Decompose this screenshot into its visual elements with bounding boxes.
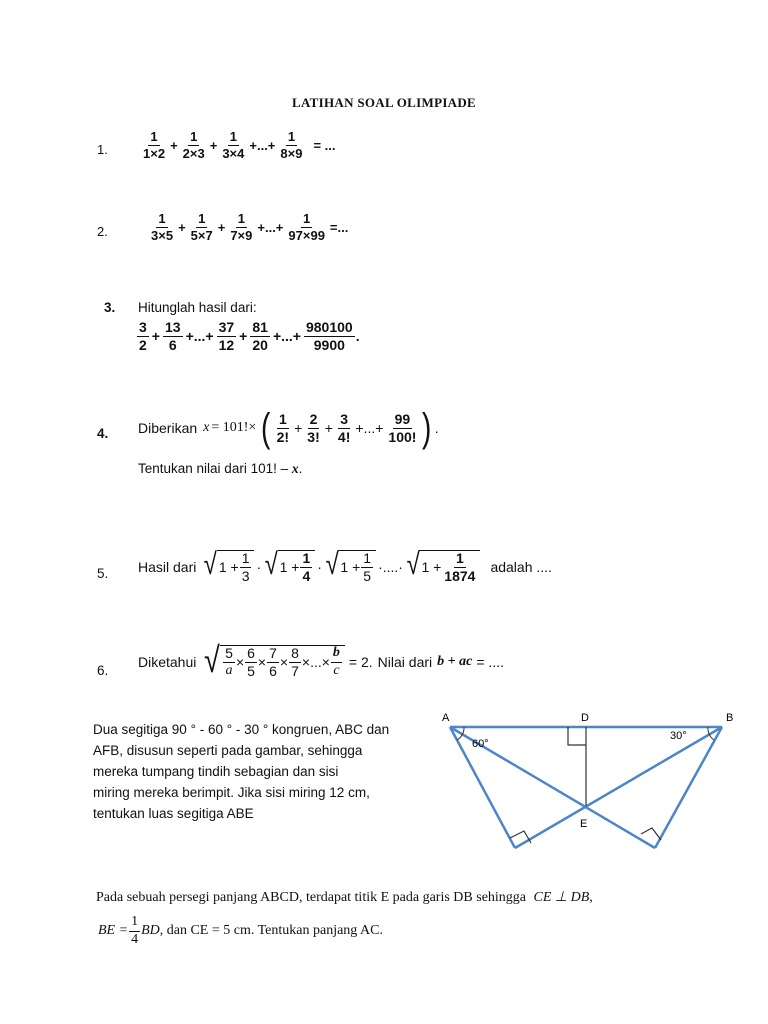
be-equals: BE = xyxy=(98,923,129,939)
numerator: b xyxy=(331,646,342,663)
q4-fraction-1 xyxy=(275,412,291,444)
label-a: A xyxy=(442,712,450,724)
ellipsis: +...+ xyxy=(249,137,276,153)
denominator: 1874 xyxy=(444,567,476,584)
numerator: 1 xyxy=(455,550,464,566)
denominator: 2 xyxy=(139,336,147,353)
denominator: 4! xyxy=(337,428,351,445)
denominator: 8×9 xyxy=(280,145,303,161)
q6-expression xyxy=(138,639,504,680)
denominator: 5×7 xyxy=(190,227,213,243)
denominator: 100! xyxy=(388,428,417,445)
denominator: 5 xyxy=(363,567,372,584)
denominator: 3×4 xyxy=(222,145,245,161)
ellipsis: +...+ xyxy=(257,219,284,235)
q1-fraction-1 xyxy=(141,130,167,160)
angle-label-b: 30° xyxy=(670,730,687,742)
numerator: 1 xyxy=(158,211,166,226)
ellipsis: ·....· xyxy=(378,558,403,575)
q1-number: 1. xyxy=(97,142,108,157)
q6-fraction-4 xyxy=(289,646,301,678)
period: . xyxy=(355,328,360,345)
numerator: 1 xyxy=(150,129,158,144)
equals-dots: =... xyxy=(329,219,349,235)
q8-line-1 xyxy=(96,889,593,906)
numerator: 1 xyxy=(241,550,250,566)
denominator: 7 xyxy=(291,662,299,679)
line-bc xyxy=(515,727,722,848)
denominator: 20 xyxy=(252,336,268,353)
q4-number: 4. xyxy=(97,426,109,441)
numerator: 3 xyxy=(139,319,147,335)
q8-fraction xyxy=(129,915,140,947)
denominator: 5 xyxy=(247,662,255,679)
denominator: 4 xyxy=(131,931,139,947)
q7-line: mereka tumpang tindih sebagian dan sisi xyxy=(93,764,339,779)
one-plus: 1 + xyxy=(218,559,239,576)
denominator: 6 xyxy=(168,336,177,353)
numerator: 1 xyxy=(278,410,287,427)
expression-b-plus-ac: b + ac xyxy=(437,653,473,669)
denominator: 12 xyxy=(218,336,235,353)
one-plus: 1 + xyxy=(279,559,300,576)
q1-fraction-4 xyxy=(278,130,304,160)
denominator: 1×2 xyxy=(143,145,166,161)
label-d: D xyxy=(581,712,589,724)
q2-fraction-3 xyxy=(228,212,254,242)
ellipsis: +...+ xyxy=(272,328,301,345)
equation-part: = 101!× xyxy=(211,420,257,435)
q1-fraction-3 xyxy=(220,130,246,160)
denominator: a xyxy=(225,662,233,678)
equals-dots: = .... xyxy=(476,653,504,670)
denominator: 3×5 xyxy=(151,227,174,243)
denominator: 7×9 xyxy=(230,227,253,243)
q6-tail-text: Nilai dari xyxy=(377,653,433,670)
left-paren: ( xyxy=(261,406,271,450)
q2-fraction-4 xyxy=(286,212,327,242)
q5-number: 5. xyxy=(97,566,109,581)
q1-expression: $\frac{1}{1\times 2}$ + $\frac{1}{2\times 3}$ + $\frac{1}{3\times 4}$ +...+ $\frac{1}{8\times 9}$ = ... xyxy=(143,129,336,161)
numerator: 6 xyxy=(247,645,255,661)
numerator: 8 xyxy=(291,645,299,661)
numerator: 5 xyxy=(225,645,233,661)
numerator: 1 xyxy=(129,915,140,932)
q3-fraction-3 xyxy=(217,320,237,352)
sqrt-4: √ 1 + $\frac{1}{1874}$ xyxy=(405,550,480,583)
q7-line: tentukan luas segitiga ABE xyxy=(93,806,254,821)
q1-fraction-2 xyxy=(181,130,207,160)
q3-number: 3. xyxy=(104,300,116,315)
ellipsis: ×...× xyxy=(301,654,330,671)
numerator: 1 xyxy=(303,211,311,226)
numerator: 81 xyxy=(252,319,268,335)
numerator: 1 xyxy=(198,211,206,226)
denominator: 3 xyxy=(241,567,250,584)
numerator: 1 xyxy=(363,550,372,566)
page-title: LATIHAN SOAL OLIMPIADE xyxy=(291,95,477,110)
right-paren: ) xyxy=(422,406,432,450)
right-angle-f xyxy=(641,828,661,840)
q2-expression: $\frac{1}{3\times 5}$ + $\frac{1}{5\times 7}$ + $\frac{1}{7\times 9}$ +...+ $\frac{1}{97\times 99}$ =... xyxy=(151,211,349,243)
numerator: 980100 xyxy=(305,319,353,335)
denominator: 2! xyxy=(276,428,290,445)
q4-line-2 xyxy=(138,458,302,479)
numerator: 3 xyxy=(340,410,349,427)
denominator: 97×99 xyxy=(288,227,325,243)
q3-fraction-5 xyxy=(304,320,355,352)
numerator: 13 xyxy=(164,319,181,335)
bd: BD xyxy=(141,923,160,939)
label-b: B xyxy=(726,712,734,724)
q3-text: Hitunglah hasil dari: xyxy=(138,300,257,315)
variable-x: x xyxy=(291,461,299,476)
numerator: 99 xyxy=(394,410,411,427)
q7-line: Dua segitiga 90 ° - 60 ° - 30 ° kongruen, ABC dan xyxy=(93,722,390,737)
denominator: c xyxy=(333,662,340,678)
sqrt-3: √ 1 + $\frac{1}{5}$ xyxy=(324,550,376,583)
equals-dots: = ... xyxy=(313,137,336,153)
sqrt-2: √ 1 + $\frac{1}{4}$ xyxy=(263,550,315,583)
q6-fraction-2 xyxy=(245,646,257,678)
q3-fraction-4 xyxy=(250,320,270,352)
q4-expression: Diberikan x = 101!× ( $\frac{1}{2!}$ + $\frac{2}{3!}$ + $\frac{3}{4!}$ +...+ $\frac{99}{100!}$ ) . xyxy=(138,406,439,450)
q5-expression: Hasil dari √ 1 + $\frac{1}{3}$ · √ 1 + $\frac{1}{4}$ · √ 1 + $\frac{1}{5}$ ·....· √ 1 + $\frac{1}{1874}$ adalah .... xyxy=(138,548,552,584)
q2-fraction-2 xyxy=(189,212,215,242)
triangle-figure xyxy=(440,705,750,855)
numerator: 7 xyxy=(269,645,277,661)
q8-line-2 xyxy=(98,915,383,947)
numerator: 1 xyxy=(287,129,296,144)
q5-end-text: adalah .... xyxy=(490,558,552,575)
numerator: 1 xyxy=(229,129,237,144)
q4-lead-text: Diberikan xyxy=(138,420,198,436)
q7-line: miring mereka berimpit. Jika sisi miring 12 cm, xyxy=(93,785,370,800)
q2-fraction-1 xyxy=(149,212,175,242)
ellipsis: +...+ xyxy=(355,420,384,436)
numerator: 1 xyxy=(190,129,198,144)
q5-lead-text: Hasil dari xyxy=(138,558,197,575)
q8-text-2: , dan CE = 5 cm. Tentukan panjang AC. xyxy=(159,923,383,939)
q3-fraction-2 xyxy=(163,320,183,352)
q6-fraction-3 xyxy=(267,646,279,678)
q4-fraction-3 xyxy=(336,412,352,444)
denominator: 9900 xyxy=(313,336,345,353)
numerator: 2 xyxy=(309,410,318,427)
q8-text-1: Pada sebuah persegi panjang ABCD, terdapat titik E pada garis DB sehingga xyxy=(96,890,527,905)
equals-two: = 2. xyxy=(348,653,373,670)
denominator: 3! xyxy=(307,428,320,445)
sqrt-1: √ 1 + $\frac{1}{3}$ xyxy=(202,550,254,583)
sqrt-product: √ $\frac{5}{a}$ × $\frac{6}{5}$ × $\frac{7}{6}$ × $\frac{8}{7}$ ×...× $\frac{b}{c}$ xyxy=(202,645,345,678)
q3-expression: $\frac{3}{2}$ + $\frac{13}{6}$ +...+ $\frac{37}{12}$ + $\frac{81}{20}$ +...+ $\frac{980100}{9900}$ . xyxy=(139,319,360,353)
q6-number: 6. xyxy=(97,663,109,678)
variable-x: x xyxy=(203,420,210,435)
denominator: 4 xyxy=(302,567,311,584)
angle-label-a: 60° xyxy=(472,738,489,750)
q4-line-2-text: Tentukan nilai dari 101! – xyxy=(138,461,289,476)
q4-fraction-2 xyxy=(305,412,321,444)
period: . xyxy=(434,420,439,436)
numerator: 37 xyxy=(218,319,235,335)
q6-fraction-1 xyxy=(223,646,235,678)
q4-fraction-4 xyxy=(386,412,418,444)
period: . xyxy=(298,461,303,476)
one-plus: 1 + xyxy=(340,559,361,576)
label-e: E xyxy=(580,818,588,830)
one-plus: 1 + xyxy=(421,559,442,576)
right-angle-d xyxy=(568,727,586,745)
q3-fraction-1 xyxy=(137,320,149,352)
denominator: 6 xyxy=(269,662,277,679)
ce-perp-db: CE ⊥ DB xyxy=(533,890,590,905)
numerator: 1 xyxy=(302,550,311,566)
q6-lead-text: Diketahui xyxy=(138,653,197,670)
numerator: 1 xyxy=(237,211,245,226)
q2-number: 2. xyxy=(97,224,108,239)
comma: , xyxy=(589,890,593,905)
q6-fraction-5 xyxy=(331,646,342,678)
ellipsis: +...+ xyxy=(185,328,214,345)
q7-text xyxy=(93,719,421,824)
denominator: 2×3 xyxy=(182,145,205,161)
q7-line: AFB, disusun seperti pada gambar, sehingga xyxy=(93,743,363,758)
